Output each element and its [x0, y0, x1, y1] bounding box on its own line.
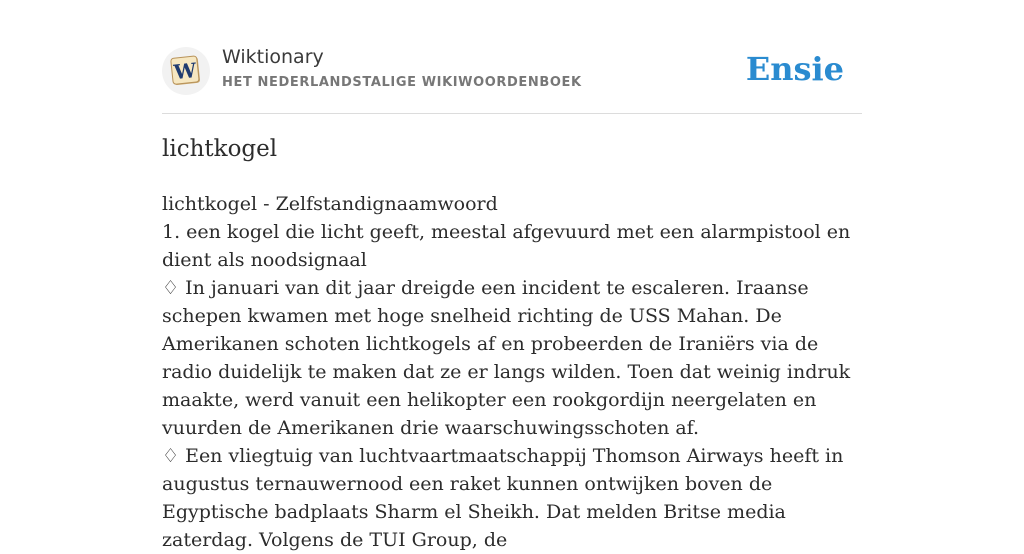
svg-text:W: W [172, 57, 198, 85]
wiktionary-logo-icon[interactable] [162, 47, 210, 95]
example-sentence: ♢ Een vliegtuig van luchtvaartmaatschappij Thomson Airways heeft in augustus ternauwernood een raket kunnen ontwijken boven de Egyptische badplaats Sharm el Sheikh. Dat melden Britse media zaterdag. Volgens de TUI Group, de [162, 445, 844, 551]
site-tagline: HET NEDERLANDSTALIGE WIKIWOORDENBOEK [222, 75, 582, 90]
example-sentence: ♢ In januari van dit jaar dreigde een incident te escaleren. Iraanse schepen kwamen met hoge snelheid richting de USS Mahan. De Amerikanen schoten lichtkogels af en probeerden de Iraniërs via de radio duidelijk te maken dat ze er langs wilden. Toen dat weinig indruk maakte, werd vanuit een helikopter een rookgordijn neergelaten en vuurden de Amerikanen drie waarschuwingsschoten af. [162, 277, 851, 439]
entry-content [162, 190, 862, 554]
definition: 1. een kogel die licht geeft, meestal afgevuurd met een alarmpistool en dient als noodsignaal [162, 221, 851, 271]
word-class-line: lichtkogel - Zelfstandignaamwoord [162, 193, 498, 215]
site-header [162, 44, 862, 114]
ensie-brand-logo[interactable]: Ensie [745, 50, 844, 88]
page-title: lichtkogel [162, 136, 278, 162]
site-name[interactable]: Wiktionary [222, 46, 324, 68]
